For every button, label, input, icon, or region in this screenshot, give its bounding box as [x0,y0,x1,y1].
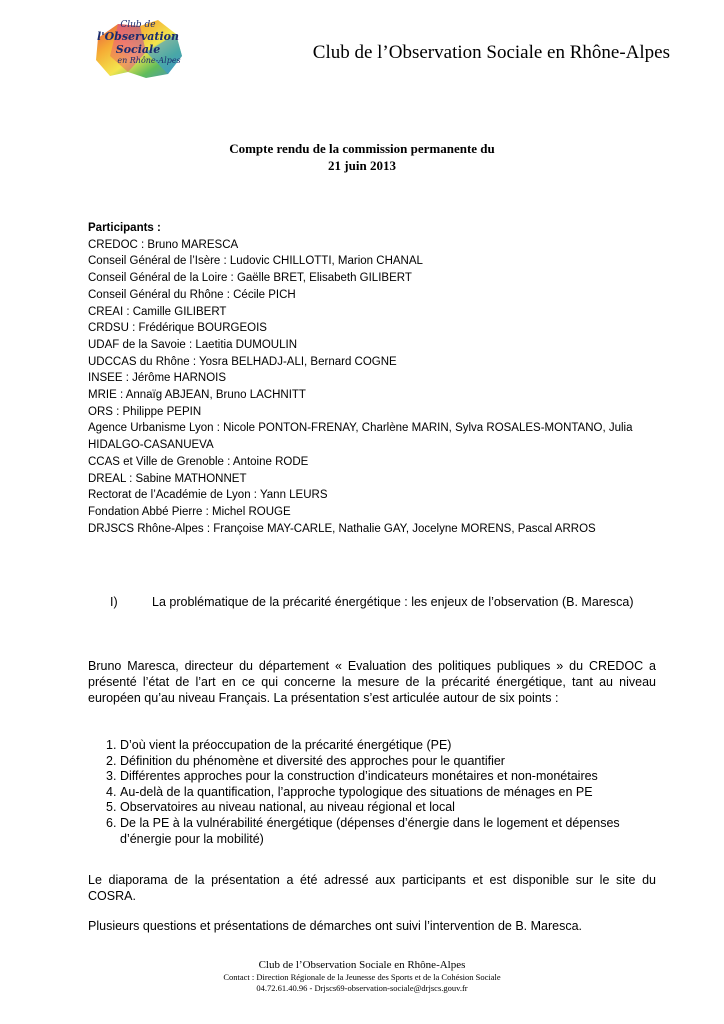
footer-title: Club de l’Observation Sociale en Rhône-Alpes [258,959,466,971]
list-item-number: 5. [106,800,117,815]
document-title [0,140,724,174]
section-title: La problématique de la précarité énergétique : les enjeux de l’observation (B. Maresca) [152,595,634,609]
intro-paragraph: Bruno Maresca, directeur du département « Evaluation des politiques publiques » du CREDOC a présenté l’état de l’art en ce qui concerne la mesure de la précarité énergétique, tant au niveau européen qu’au niveau Français. La présentation s’est articulée autour de six points : [88,659,656,705]
list-item [88,785,656,801]
points-list [88,738,656,847]
participant-line: ORS : Philippe PEPIN [88,405,202,418]
participant-line: Conseil Général de la Loire : Gaëlle BRET, Elisabeth GILIBERT [88,272,412,285]
list-item-text: De la PE à la vulnérabilité énergétique (dépenses d’énergie dans le logement et dépenses d’énergie pour la mobilité) [120,815,620,846]
list-item-number: 6. [106,815,117,830]
list-item [88,800,656,816]
logo-text [88,20,188,65]
list-item-number: 2. [106,753,117,768]
participant-line: UDAF de la Savoie : Laetitia DUMOULIN [88,338,297,351]
logo-line-2: l'Observation Sociale [97,30,179,56]
list-item [88,738,656,754]
document-date: 21 juin 2013 [328,158,396,173]
participant-line: Agence Urbanisme Lyon : Nicole PONTON-FRENAY, Charlène MARIN, Sylva ROSALES-MONTANO, Julia HIDALGO-CASANUEVA [88,422,633,452]
list-item-number: 1. [106,738,117,752]
list-item-text: Au-delà de la quantification, l’approche typologique des situations de ménages en PE [120,784,593,799]
diaporama-paragraph: Le diaporama de la présentation a été adressé aux participants et est disponible sur le site du COSRA. [88,873,656,903]
footer-contact: Contact : Direction Régionale de la Jeunesse des Sports et de la Cohésion Sociale [223,972,501,982]
list-item-text: Observatoires au niveau national, au niveau régional et local [120,800,455,815]
participant-line: DREAL : Sabine MATHONNET [88,472,247,485]
participant-line: Conseil Général du Rhône : Cécile PICH [88,288,296,301]
logo-line-1: Club de [120,20,156,30]
participant-line: Rectorat de l’Académie de Lyon : Yann LEURS [88,489,328,502]
document-title-line-1: Compte rendu de la commission permanente du [229,141,495,156]
list-item [88,754,656,770]
list-item-text: D’où vient la préoccupation de la précarité énergétique (PE) [120,738,452,752]
list-item-text: Définition du phénomène et diversité des approches pour le quantifier [120,753,505,768]
participant-line: UDCCAS du Rhône : Yosra BELHADJ-ALI, Bernard COGNE [88,355,397,368]
list-item-number: 3. [106,769,117,784]
section-heading [88,594,648,610]
header-title: Club de l’Observation Sociale en Rhône-Alpes [312,42,670,63]
list-item [88,769,656,785]
list-item-text: Différentes approches pour la construction d’indicateurs monétaires et non-monétaires [120,769,598,784]
participant-line: Conseil Général de l’Isère : Ludovic CHILLOTTI, Marion CHANAL [88,255,423,268]
participant-line: MRIE : Annaïg ABJEAN, Bruno LACHNITT [88,389,306,402]
participant-line: Fondation Abbé Pierre : Michel ROUGE [88,505,291,518]
participant-line: CREAI : Camille GILIBERT [88,305,227,318]
page-footer [0,958,724,994]
participants-list [88,220,668,537]
participant-line: INSEE : Jérôme HARNOIS [88,372,227,385]
participant-line: CRDSU : Frédérique BOURGEOIS [88,322,267,335]
participant-line: CCAS et Ville de Grenoble : Antoine RODE [88,455,309,468]
participant-line: DRJSCS Rhône-Alpes : Françoise MAY-CARLE, Nathalie GAY, Jocelyne MORENS, Pascal ARROS [88,522,596,535]
list-item-number: 4. [106,784,117,799]
section-number: I) [110,595,118,609]
participants-heading: Participants : [88,222,161,234]
logo-line-3: en Rhône-Alpes [117,56,181,65]
questions-paragraph: Plusieurs questions et présentations de démarches ont suivi l’intervention de B. Maresca. [88,919,583,933]
cosra-logo [88,16,188,82]
participant-line: CREDOC : Bruno MARESCA [88,238,239,251]
list-item [88,816,656,847]
footer-phone-email: 04.72.61.40.96 - Drjscs69-observation-sociale@drjscs.gouv.fr [256,983,468,993]
